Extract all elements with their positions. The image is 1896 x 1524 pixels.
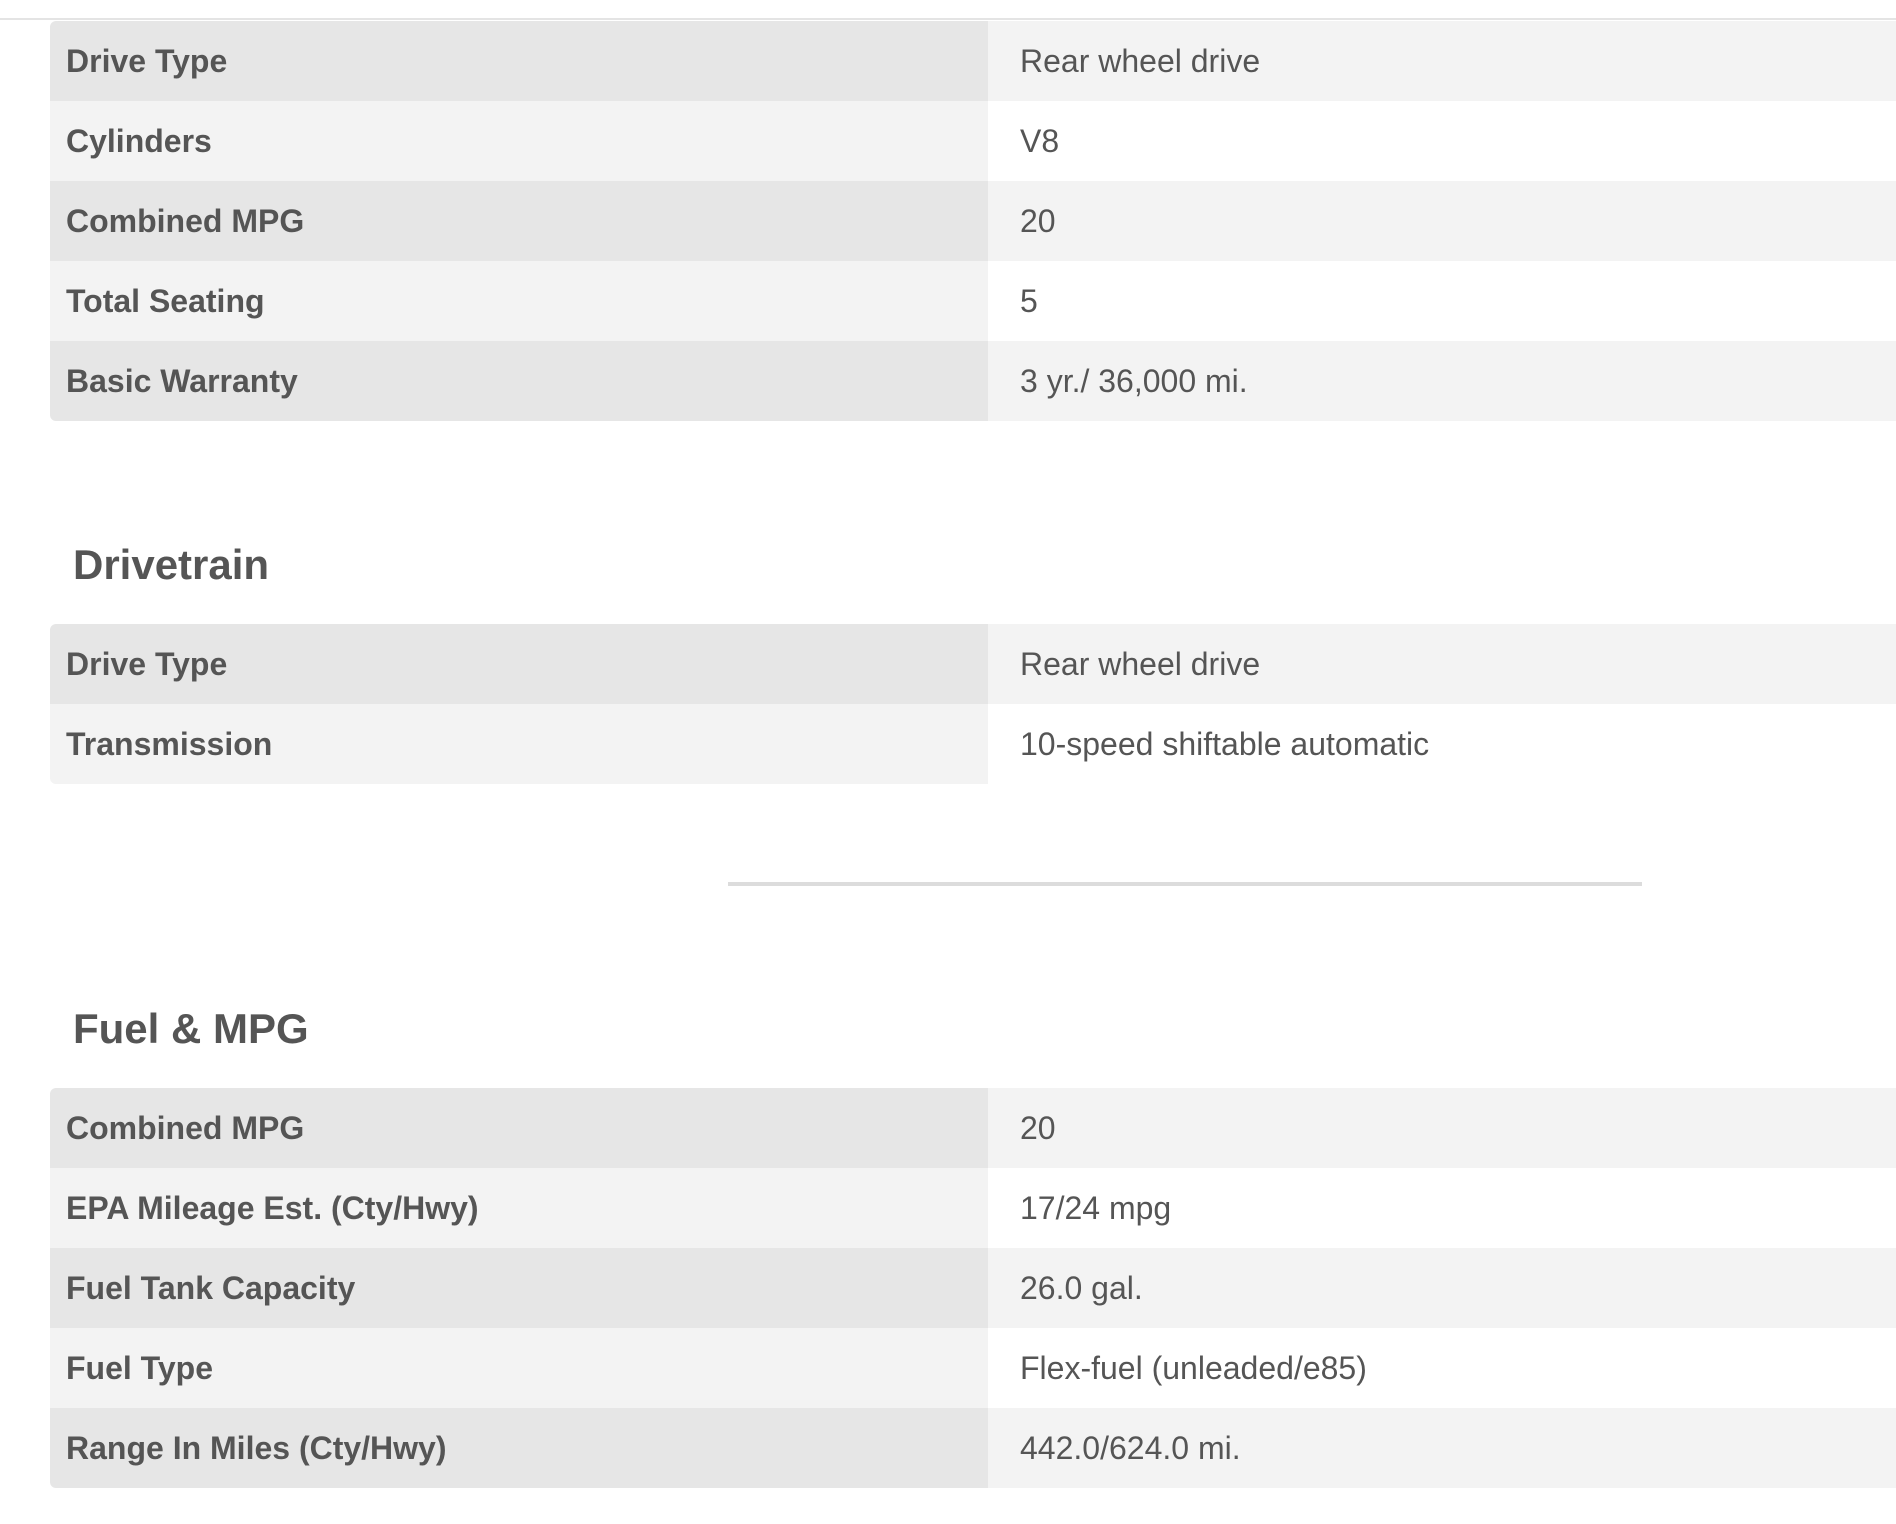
spec-label: Cylinders bbox=[50, 101, 988, 181]
spec-row-drive-type bbox=[50, 624, 1896, 704]
spec-row-epa-mileage bbox=[50, 1168, 1896, 1248]
spec-row-cylinders bbox=[50, 101, 1896, 181]
spec-label: Fuel Tank Capacity bbox=[50, 1248, 988, 1328]
top-divider bbox=[0, 18, 1896, 20]
spec-row-drive-type bbox=[50, 21, 1896, 101]
spec-value: 20 bbox=[988, 181, 1896, 261]
spec-label: Transmission bbox=[50, 704, 988, 784]
spec-label: EPA Mileage Est. (Cty/Hwy) bbox=[50, 1168, 988, 1248]
spec-row-fuel-type bbox=[50, 1328, 1896, 1408]
spec-value: 17/24 mpg bbox=[988, 1168, 1896, 1248]
spec-label: Basic Warranty bbox=[50, 341, 988, 421]
spec-value: Rear wheel drive bbox=[988, 21, 1896, 101]
spec-value: 442.0/624.0 mi. bbox=[988, 1408, 1896, 1488]
drivetrain-specs-table bbox=[50, 624, 1896, 784]
spec-value: 20 bbox=[988, 1088, 1896, 1168]
spec-value: 10-speed shiftable automatic bbox=[988, 704, 1896, 784]
spec-value: 26.0 gal. bbox=[988, 1248, 1896, 1328]
drivetrain-heading: Drivetrain bbox=[73, 541, 270, 588]
spec-value: 5 bbox=[988, 261, 1896, 341]
fuel-specs-table bbox=[50, 1088, 1896, 1488]
spec-value: 3 yr./ 36,000 mi. bbox=[988, 341, 1896, 421]
spec-label: Total Seating bbox=[50, 261, 988, 341]
spec-label: Range In Miles (Cty/Hwy) bbox=[50, 1408, 988, 1488]
spec-row-total-seating bbox=[50, 261, 1896, 341]
spec-label: Combined MPG bbox=[50, 181, 988, 261]
spec-label: Drive Type bbox=[50, 624, 988, 704]
spec-label: Drive Type bbox=[50, 21, 988, 101]
spec-value: Flex-fuel (unleaded/e85) bbox=[988, 1328, 1896, 1408]
spec-row-fuel-tank-capacity bbox=[50, 1248, 1896, 1328]
spec-row-combined-mpg bbox=[50, 181, 1896, 261]
spec-row-range-in-miles bbox=[50, 1408, 1896, 1488]
overview-specs-table bbox=[50, 21, 1896, 421]
fuel-mpg-heading: Fuel & MPG bbox=[73, 1005, 309, 1052]
spec-value: V8 bbox=[988, 101, 1896, 181]
spec-row-basic-warranty bbox=[50, 341, 1896, 421]
spec-row-transmission bbox=[50, 704, 1896, 784]
spec-label: Fuel Type bbox=[50, 1328, 988, 1408]
section-divider bbox=[728, 882, 1642, 886]
spec-row-combined-mpg bbox=[50, 1088, 1896, 1168]
spec-label: Combined MPG bbox=[50, 1088, 988, 1168]
spec-value: Rear wheel drive bbox=[988, 624, 1896, 704]
